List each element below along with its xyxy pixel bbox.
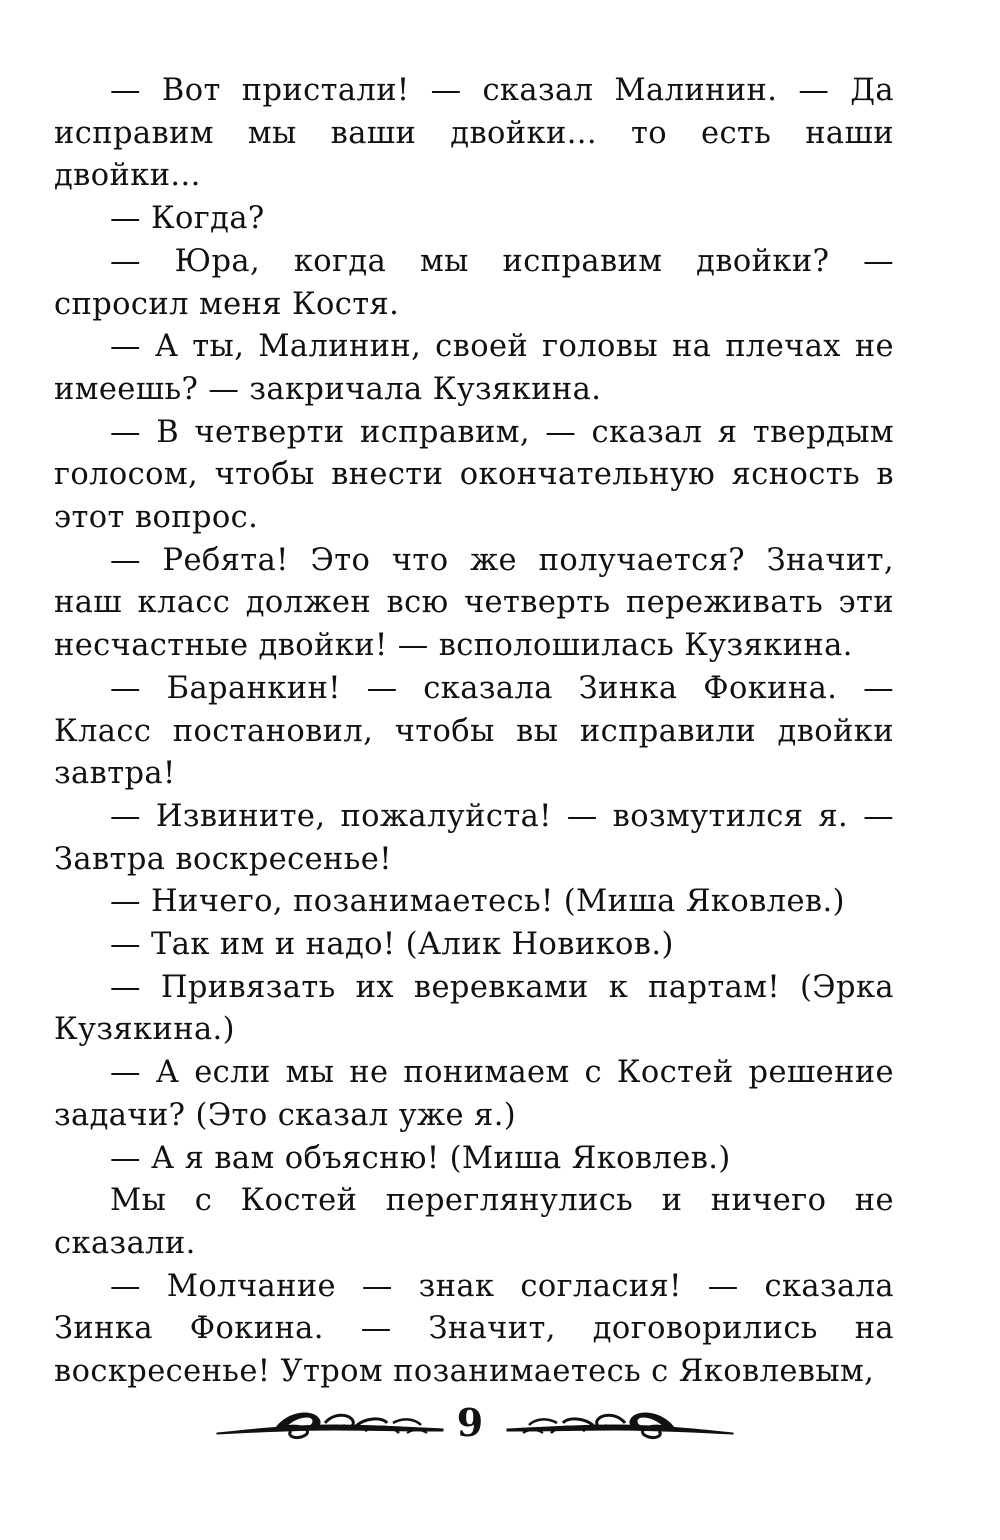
paragraph-14: Мы с Костей переглянулись и ничего не сказали. — [54, 1183, 894, 1261]
page-number: 9 — [456, 1400, 484, 1445]
page-footer — [0, 1395, 1000, 1465]
flourish-right-icon — [505, 1403, 735, 1443]
paragraph-13: — А я вам объясню! (Миша Яковлев.) — [110, 1140, 731, 1176]
flourish-left-icon — [215, 1403, 445, 1443]
paragraph-3: — Юра, когда мы исправим двойки? — спросил меня Костя. — [54, 243, 894, 322]
paragraph-5: — В четверти исправим, — сказал я твердым голосом, чтобы внести окончательную ясность в этот вопрос. — [54, 414, 894, 536]
paragraph-4: — А ты, Малинин, своей головы на плечах не имеешь? — закричала Кузякина. — [54, 329, 894, 407]
paragraph-12: — А если мы не понимаем с Костей решение задачи? (Это сказал уже я.) — [54, 1055, 894, 1133]
paragraph-15: — Молчание — знак согласия! — сказала Зинка Фокина. — Значит, договорились на воскресенье! Утром позанимаетесь с Яковлевым, — [54, 1268, 894, 1390]
paragraph-6: — Ребята! Это что же получается? Значит, наш класс должен всю четверть переживать эти несчастные двойки! — всполошилась Кузякина. — [54, 542, 894, 664]
paragraph-10: — Так им и надо! (Алик Новиков.) — [110, 927, 674, 963]
paragraph-7: — Баранкин! — сказала Зинка Фокина. — Класс постановил, чтобы вы исправили двойки завтра! — [54, 670, 894, 792]
paragraph-1: — Вот пристали! — сказал Малинин. — Да исправим мы ваши двойки... то есть наши двойки... — [54, 73, 894, 194]
paragraph-8: — Извините, пожалуйста! — возмутился я. — Завтра воскресенье! — [54, 798, 894, 877]
paragraph-2: — Когда? — [110, 201, 265, 237]
paragraph-9: — Ничего, позанимаетесь! (Миша Яковлев.) — [110, 884, 845, 920]
body-text — [54, 70, 894, 1394]
paragraph-11: — Привязать их веревками к партам! (Эрка Кузякина.) — [54, 969, 894, 1048]
